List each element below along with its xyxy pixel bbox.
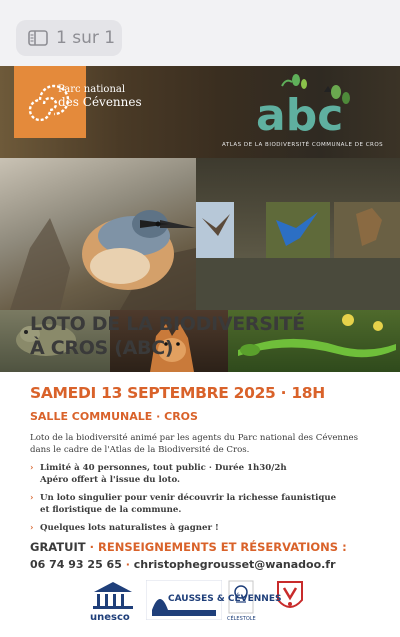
- celestole-label: CÉLESTOLE: [227, 616, 256, 622]
- atlas-caption: ATLAS DE LA BIODIVERSITÉ COMMUNALE DE CROS: [222, 142, 384, 148]
- chevron-right-icon: ›: [30, 463, 34, 473]
- chevron-right-icon: ›: [30, 523, 34, 533]
- unesco-temple-icon: [88, 580, 138, 610]
- event-date: SAMEDI 13 SEPTEMBRE 2025 · 18H: [30, 384, 325, 402]
- partner-logos: [0, 580, 400, 628]
- title-line2: À CROS (ABC): [30, 337, 174, 359]
- event-description: Loto de la biodiversité animé par les agents du Parc national des Cévennes dans le cadre de l'Atlas de la Biodiversité de Cros.: [30, 433, 358, 455]
- abc-logo-text: abc: [256, 90, 344, 138]
- unesco-label: unesco: [90, 612, 130, 623]
- free-label: GRATUIT: [30, 540, 86, 554]
- event-title: [30, 312, 370, 360]
- chevron-right-icon: ›: [30, 493, 34, 503]
- causses-label: CAUSSES & CÉVENNES: [168, 594, 282, 604]
- email-address[interactable]: christophegrousset@wanadoo.fr: [133, 558, 336, 571]
- bullet-line: Quelques lots naturalistes à gagner !: [40, 523, 219, 533]
- parc-line2: des Cévennes: [58, 95, 142, 109]
- page-indicator-label: 1 sur 1: [56, 28, 116, 48]
- birds-photo: [196, 158, 400, 310]
- phone-number[interactable]: 06 74 93 25 65: [30, 558, 122, 571]
- list-item: [30, 462, 370, 486]
- event-venue: SALLE COMMUNALE · CROS: [30, 410, 198, 423]
- bullet-line: et floristique de la commune.: [40, 505, 182, 515]
- sidebar-icon: [28, 30, 48, 46]
- contact-line: 06 74 93 25 65 · christophegrousset@wanadoo.fr: [30, 558, 336, 571]
- parc-line1: Parc national: [58, 84, 126, 95]
- list-item: [30, 522, 370, 534]
- title-line1: LOTO DE LA BIODIVERSITÉ: [30, 313, 305, 335]
- bullet-line: Limité à 40 personnes, tout public · Durée 1h30/2h: [40, 463, 287, 473]
- nuthatch-photo: [0, 158, 196, 310]
- info-label: RENSEIGNEMENTS ET RÉSERVATIONS :: [98, 540, 347, 554]
- event-details-list: [30, 462, 370, 540]
- list-item: [30, 492, 370, 516]
- parc-national-text: [58, 84, 142, 108]
- viewer-toolbar: [0, 0, 400, 62]
- bullet-line: Un loto singulier pour venir découvrir la richesse faunistique: [40, 493, 337, 503]
- poster-page: [0, 66, 400, 637]
- pricing-line: GRATUIT · RENSEIGNEMENTS ET RÉSERVATIONS :: [30, 540, 347, 554]
- abc-logo: [252, 72, 362, 142]
- page-indicator-button[interactable]: [16, 20, 122, 56]
- bullet-line: Apéro offert à l'issue du loto.: [40, 475, 181, 485]
